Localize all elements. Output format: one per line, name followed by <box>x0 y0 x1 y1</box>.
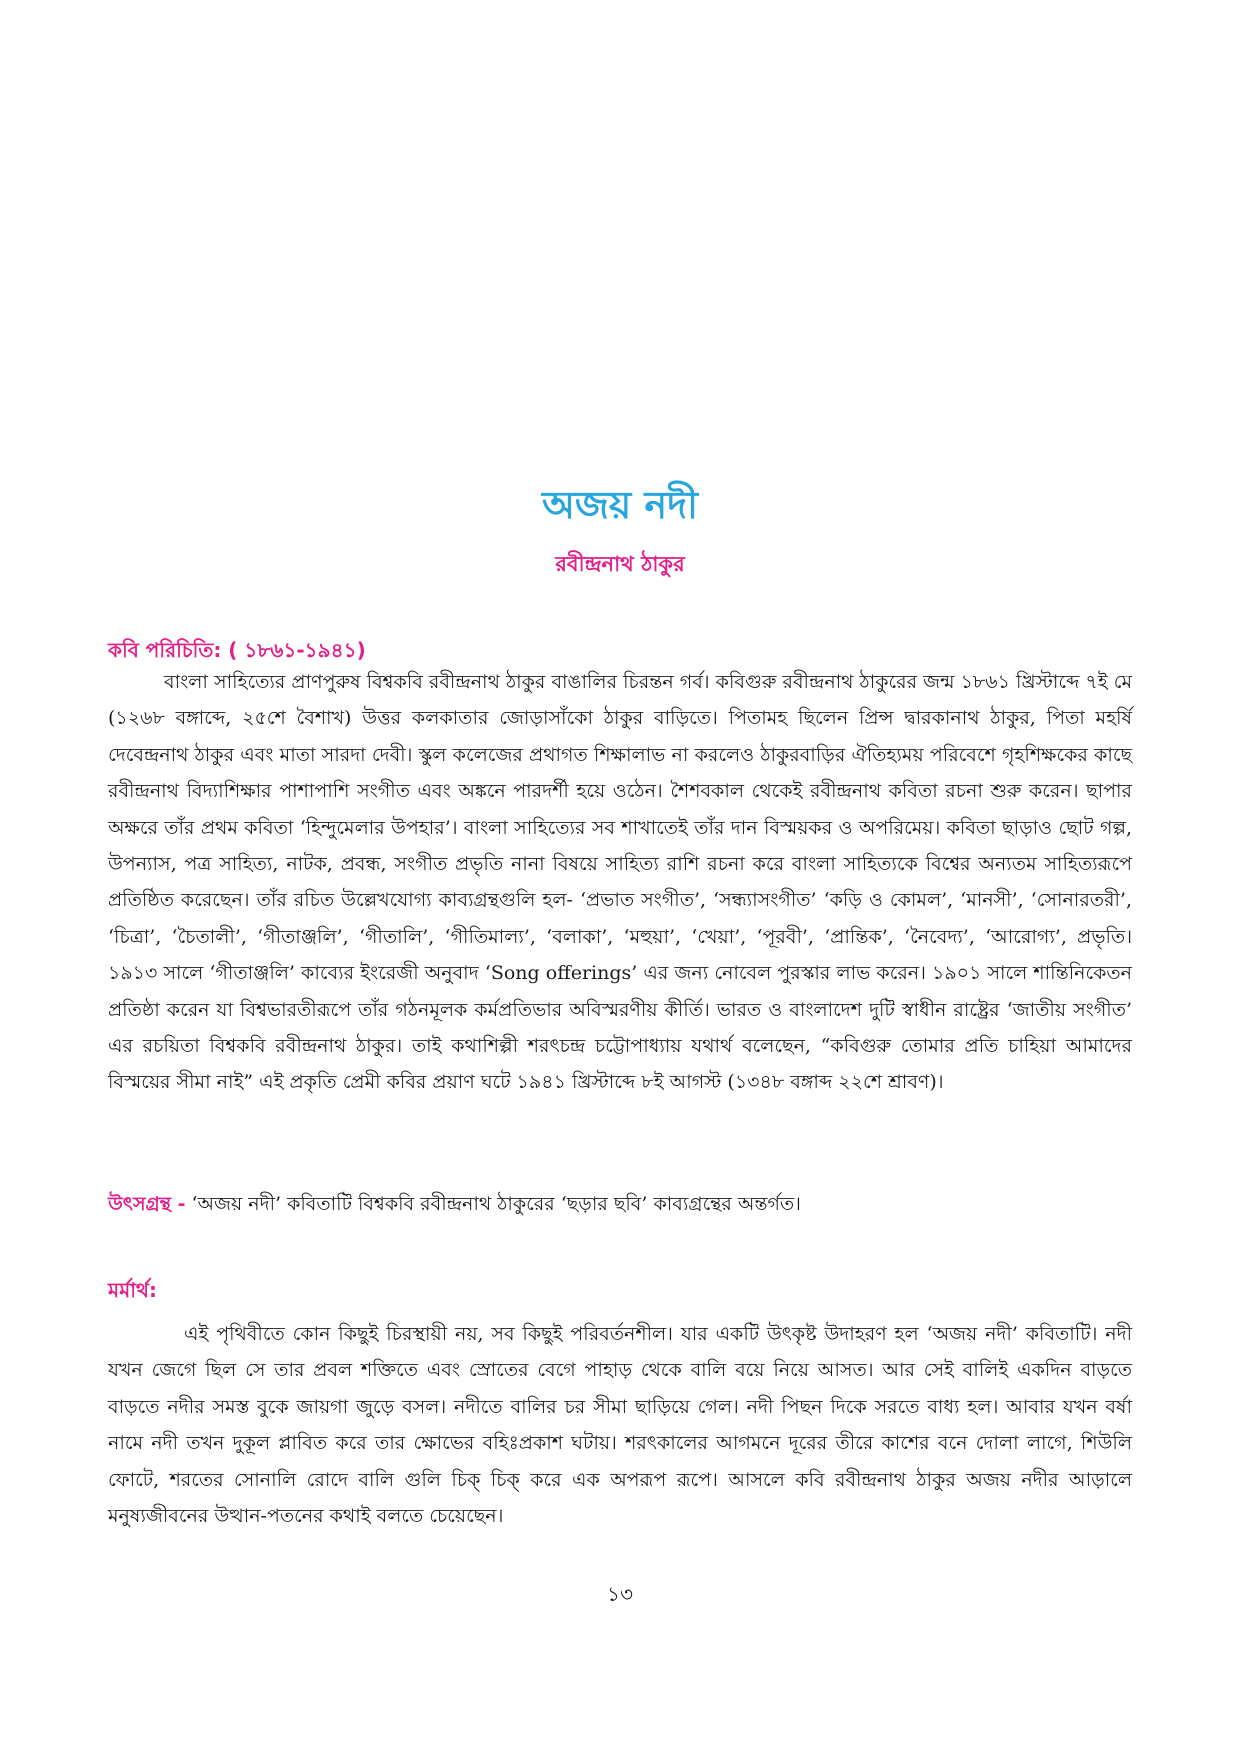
summary-section <box>108 1276 1132 1534</box>
author-name: রবীন্দ্রনাথ ঠাকুর <box>555 552 685 576</box>
page-title: অজয় নদী <box>541 483 699 527</box>
summary-heading: মর্মার্থ: <box>108 1278 157 1302</box>
source-paragraph <box>108 1186 1132 1222</box>
page-number: ১৩ <box>607 1582 633 1606</box>
source-text: ‘অজয় নদী’ কবিতাটি বিশ্বকবি রবীন্দ্রনাথ ঠাকুরের ‘ছড়ার ছবি’ কাব্যগ্রন্থের অন্তর্গত। <box>191 1193 801 1215</box>
poet-introduction-text: বাংলা সাহিত্যের প্রাণপুরুষ বিশ্বকবি রবীন্দ্রনাথ ঠাকুর বাঙালির চিরন্তন গর্ব। কবিগুরু রবীন্দ্রনাথ ঠাকুরের জন্ম ১৮৬১ খ্রিস্টাব্দে ৭ই মে (১২৬৮ বঙ্গাব্দে, ২৫শে বৈশাখ) উত্তর কলকাতার জোড়াসাঁকো ঠাকুর বাড়িতে। পিতামহ ছিলেন প্রিন্স দ্বারকানাথ ঠাকুর, পিতা মহর্ষি দেবেন্দ্রনাথ ঠাকুর এবং মাতা সারদা দেবী। স্কুল কলেজের প্রথাগত শিক্ষালাভ না করলেও ঠাকুরবাড়ির ঐতিহ্যময় পরিবেশে গৃহশিক্ষকের কাছে রবীন্দ্রনাথ বিদ্যাশিক্ষার পাশাপাশি সংগীত এবং অঙ্কনে পারদর্শী হয়ে ওঠেন। শৈশবকাল থেকেই রবীন্দ্রনাথ কবিতা রচনা শুরু করেন। ছাপার অক্ষরে তাঁর প্রথম কবিতা ‘হিন্দুমেলার উপহার’। বাংলা সাহিত্যের সব শাখাতেই তাঁর দান বিস্ময়কর ও অপরিমেয়। কবিতা ছাড়াও ছোট গল্প, উপন্যাস, পত্র সাহিত্য, নাটক, প্রবন্ধ, সংগীত প্রভৃতি নানা বিষয়ে সাহিত্য রাশি রচনা করে বাংলা সাহিত্যকে বিশ্বের অন্যতম সাহিত্যরূপে প্রতিষ্ঠিত করেছেন। তাঁর রচিত উল্লেখযোগ্য কাব্যগ্রন্থগুলি হল- ‘প্রভাত সংগীত’, ‘সন্ধ্যাসংগীত’ ‘কড়ি ও কোমল’, ‘মানসী’, ‘সোনারতরী’, ‘চিত্রা’, ‘চৈতালী’, ‘গীতাঞ্জলি’, ‘গীতালি’, ‘গীতিমাল্য’, ‘বলাকা’, ‘মহুয়া’, ‘খেয়া’, ‘পূরবী’, ‘প্রান্তিক’, ‘নৈবেদ্য’, ‘আরোগ্য’, প্রভৃতি। ১৯১৩ সালে ‘গীতাঞ্জলি’ কাব্যের ইংরেজী অনুবাদ ‘Song offerings’ এর জন্য নোবেল পুরস্কার লাভ করেন। ১৯০১ সালে শান্তিনিকেতন প্রতিষ্ঠা করেন যা বিশ্বভারতীরূপে তাঁর গঠনমূলক কর্মপ্রতিভার অবিস্মরণীয় কীর্তি। ভারত ও বাংলাদেশ দুটি স্বাধীন রাষ্ট্রের ‘জাতীয় সংগীত’ এর রচয়িতা বিশ্বকবি রবীন্দ্রনাথ ঠাকুর। তাই কথাশিল্পী শরৎচন্দ্র চট্টোপাধ্যায় যথার্থ বলেছেন, “কবিগুরু তোমার প্রতি চাহিয়া আমাদের বিস্ময়ের সীমা নাই” এই প্রকৃতি প্রেমী কবির প্রয়াণ ঘটে ১৯৪১ খ্রিস্টাব্দে ৮ই আগস্ট (১৩৪৮ বঙ্গাব্দ ২২শে শ্রাবণ)। <box>108 671 1132 1094</box>
source-section <box>108 1186 1132 1222</box>
source-label: উৎসগ্রন্থ - <box>108 1193 186 1215</box>
summary-text: এই পৃথিবীতে কোন কিছুই চিরস্থায়ী নয়, সব কিছুই পরিবর্তনশীল। যার একটি উৎকৃষ্ট উদাহরণ হল ‘অজয় নদী’ কবিতাটি। নদী যখন জেগে ছিল সে তার প্রবল শক্তিতে এবং স্রোতের বেগে পাহাড় থেকে বালি বয়ে নিয়ে আসত। আর সেই বালিই একদিন বাড়তে বাড়তে নদীর সমস্ত বুকে জায়গা জুড়ে বসল। নদীতে বালির চর সীমা ছাড়িয়ে গেল। নদী পিছন দিকে সরতে বাধ্য হল। আবার যখন বর্ষা নামে নদী তখন দুকূল প্লাবিত করে তার ক্ষোভের বহিঃপ্রকাশ ঘটায়। শরৎকালের আগমনে দূরের তীরে কাশের বনে দোলা লাগে, শিউলি ফোটে, শরতের সোনালি রোদে বালি গুলি চিক্ চিক্ করে এক অপরূপ রূপে। আসলে কবি রবীন্দ্রনাথ ঠাকুর অজয় নদীর আড়ালে মনুষ্যজীবনের উত্থান-পতনের কথাই বলতে চেয়েছেন। <box>108 1323 1132 1528</box>
poet-introduction-heading: কবি পরিচিতি: ( ১৮৬১-১৯৪১) <box>108 638 366 662</box>
poet-introduction-section <box>108 636 1132 1101</box>
